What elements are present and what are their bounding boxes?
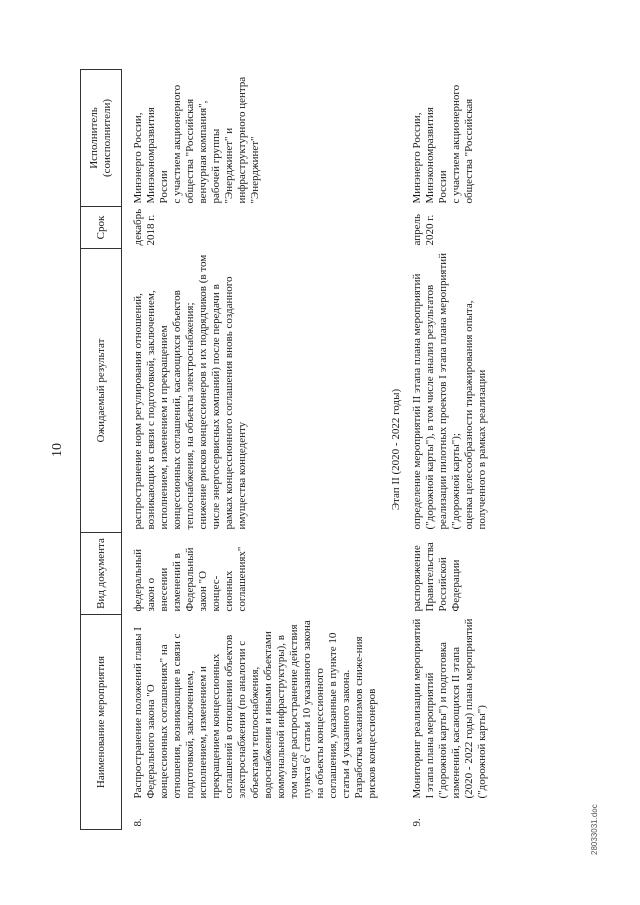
- measure-name: Мониторинг реализации мероприятий I этапа плана мероприятий ("дорожной карты") и подготовка изменений, касающихся II этапа (2020 - 2022 годы) плана мероприятий ("дорожной карты"): [410, 618, 488, 799]
- document-type: распоряжение Правительства Российской Федерации: [410, 542, 462, 612]
- expected-result: распространение норм регулирования отношений, возникающих в связи с подготовкой, заключением, исполнением, изменением и прекращением концессионных соглашений, касающихся объектов теплоснабжения, на объекты электроснабжения; снижение рисков концессионеров и их подрядчиков (в том числе энергосервисных компаний) после передачи в рамках концессионного соглашения вновь созданного имущества концеденту: [131, 254, 248, 530]
- measure-name-part-b: статьи 10 указанного закона на объекты концессионного соглашения, указанные в пункте 10 статьи 4 указанного закона. Разработка механизмов сниже-ния рисков концессионеров: [300, 620, 378, 799]
- row-number: 9.: [410, 818, 423, 827]
- table-header-row: [81, 70, 122, 830]
- measure-name: [132, 615, 379, 802]
- header-executor: Исполнитель (соисполнители): [81, 70, 122, 207]
- expected-result: определение мероприятий II этапа плана мероприятий ("дорожной карты"), в том числе анализ результатов реализации пилотных проектов I этапа плана мероприятий ("дорожной карты"); оценка целесообразности тиражирования опыта, полученного в рамках реализации: [410, 252, 488, 530]
- term: декабрь 2018 г.: [131, 208, 157, 246]
- stage-row: [389, 70, 405, 830]
- row-number: 8.: [131, 818, 144, 827]
- header-doc-type: Вид документа: [81, 533, 122, 615]
- header-result: Ожидаемый результат: [81, 249, 122, 533]
- term: апрель 2020 г.: [410, 213, 436, 246]
- stage-label: Этап II (2020 - 2022 годы): [390, 388, 402, 511]
- table-row: [132, 70, 379, 830]
- executor: Минэнерго России, Минэкономразвития России с участием акционерного общества "Российская: [410, 84, 475, 204]
- executor: Минэнерго России, Минэкономразвития России с участием акционерного общества "Российская венчурная компания", рабочей группы "Энерджинет" и инфраструктурного центра "Энерджинет": [131, 76, 261, 204]
- roadmap-table: [80, 69, 489, 830]
- document-type: федеральный закон о внесении изменений в Федеральный закон "О концес-сионных соглашениях": [131, 546, 248, 612]
- measure-name-part-a: Распространение положений главы I Федерального закона "О концессионных соглашениях" на отношения, возникающие в связи с подготовкой, заключением, исполнением, изменением и прекращением концессионных соглашений в отношении объектов электроснабжения (по аналогии с объектами теплоснабжения, водоснабжения и иными объектами коммунальной инфраструктуры), в том числе распространение действия пункта 6: [131, 624, 313, 799]
- header-term: Срок: [81, 207, 122, 249]
- header-name: Наименование мероприятия: [81, 615, 122, 830]
- rotated-page: [45, 45, 605, 855]
- footer-doc-code: 28033031.doc: [590, 804, 599, 855]
- table-row: [411, 70, 489, 830]
- page-number: 10: [50, 443, 65, 457]
- superscript: 2: [298, 754, 307, 758]
